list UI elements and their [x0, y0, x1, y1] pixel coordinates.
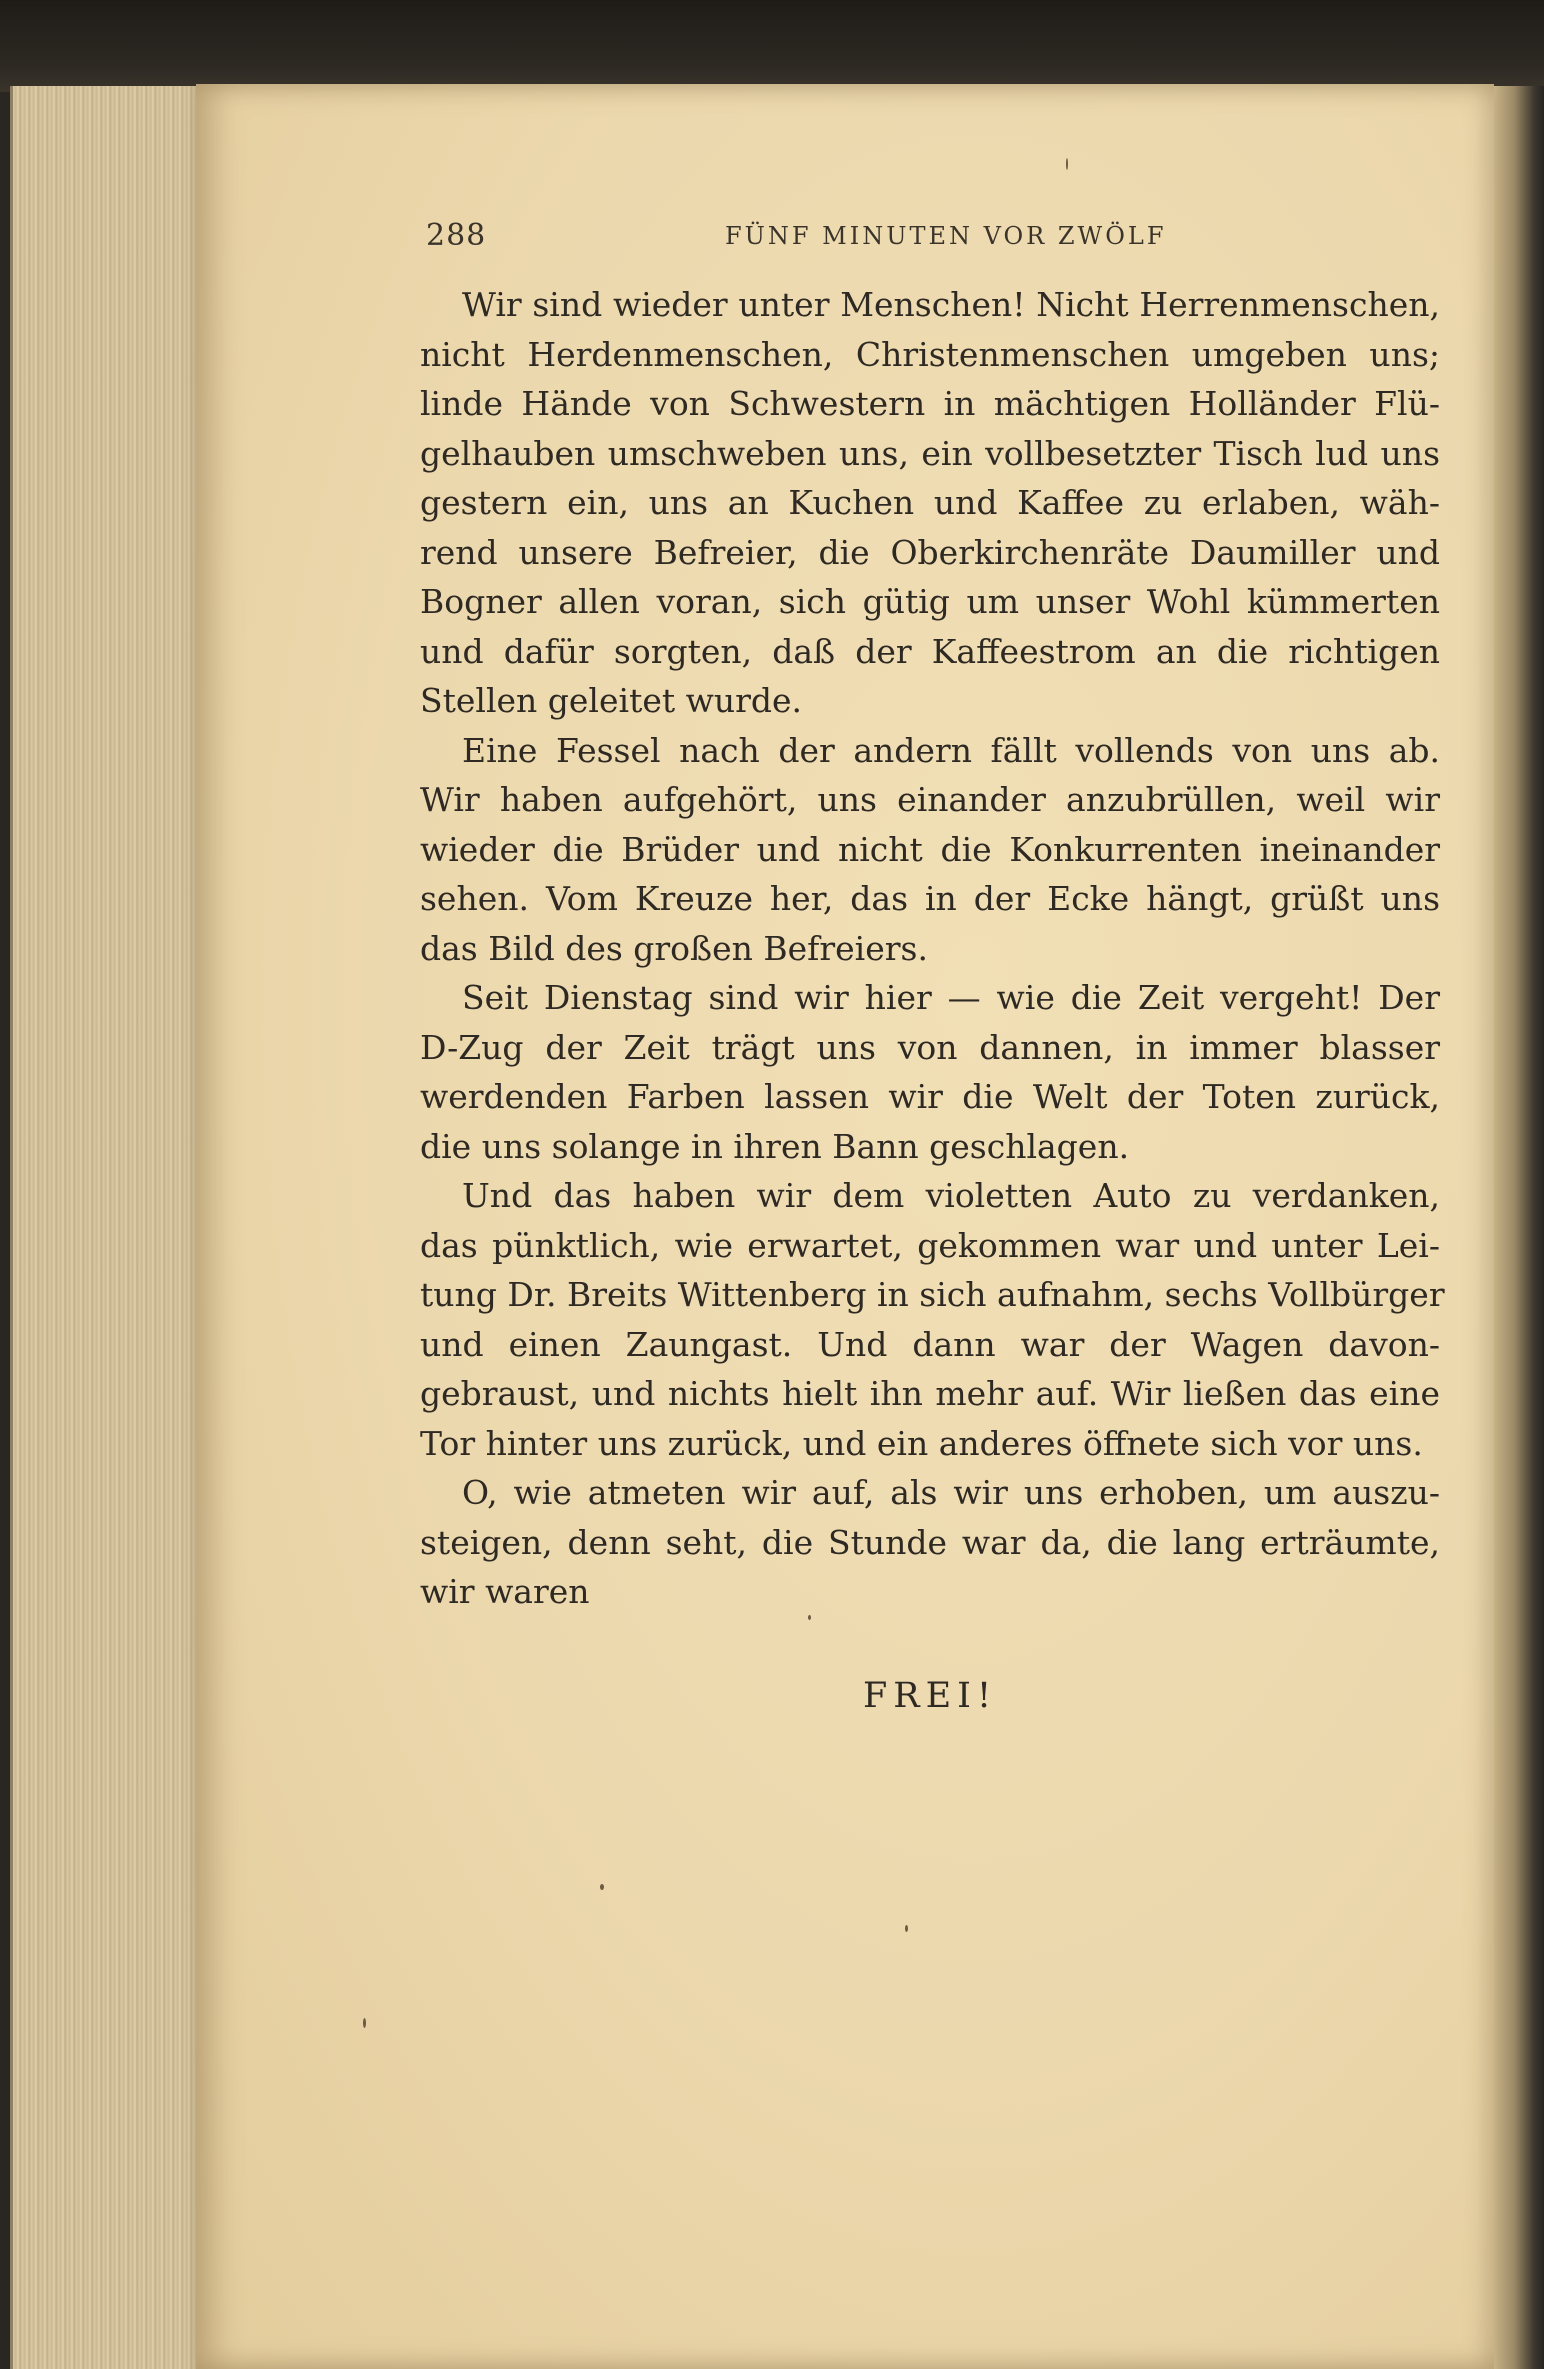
scanner-background — [0, 0, 1544, 92]
closing-word: FREI! — [862, 1676, 998, 1716]
text-line: und einen Zaungast. Und dann war der Wagen davon- — [420, 1324, 1440, 1364]
paper-speck — [1066, 158, 1068, 170]
text-line: sehen. Vom Kreuze her, das in der Ecke hängt, grüßt uns — [420, 879, 1440, 918]
text-line: das Bild des großen Befreiers. — [420, 928, 928, 968]
paragraph-2 — [420, 726, 1440, 974]
text-line: nicht Herdenmenschen, Christenmenschen umgeben uns; — [420, 334, 1440, 374]
paragraph-5 — [420, 1468, 1440, 1617]
paragraph-4 — [420, 1171, 1445, 1468]
stacked-page-edges — [10, 86, 213, 2369]
text-line: steigen, denn seht, die Stunde war da, die lang erträumte, — [420, 1522, 1440, 1562]
text-line: werdenden Farben lassen wir die Welt der Toten zurück, — [420, 1077, 1440, 1116]
text-line: und dafür sorgten, daß der Kaffeestrom an die richtigen — [420, 631, 1440, 671]
text-line: gestern ein, uns an Kuchen und Kaffee zu erlaben, wäh- — [420, 483, 1440, 522]
text-line: das pünktlich, wie erwartet, gekommen war und unter Lei- — [420, 1225, 1440, 1265]
text-line: Stellen geleitet wurde. — [420, 681, 803, 720]
paper-speck — [363, 2018, 366, 2028]
text-line: wieder die Brüder und nicht die Konkurrenten ineinander — [420, 829, 1440, 869]
text-line: Und das haben wir dem violetten Auto zu verdanken, — [462, 1176, 1440, 1215]
page-right-edge — [1494, 86, 1544, 2369]
page-number: 288 — [426, 218, 487, 253]
text-line: rend unsere Befreier, die Oberkirchenräte Daumiller und — [420, 532, 1440, 572]
text-line: Seit Dienstag sind wir hier — wie die Zeit vergeht! Der — [462, 978, 1440, 1017]
text-line: linde Hände von Schwestern in mächtigen Holländer Flü- — [420, 384, 1440, 423]
text-line: die uns solange in ihren Bann geschlagen. — [420, 1126, 1130, 1166]
body-text — [420, 280, 1445, 1617]
text-line: Eine Fessel nach der andern fällt vollends von uns ab. — [462, 730, 1440, 770]
text-line: gebraust, und nichts hielt ihn mehr auf. Wir ließen das eine — [420, 1374, 1440, 1413]
text-line: wir waren — [420, 1572, 590, 1611]
text-line: Bogner allen voran, sich gütig um unser Wohl kümmerten — [420, 582, 1440, 621]
paragraph-3 — [420, 973, 1440, 1171]
running-title: FÜNF MINUTEN VOR ZWÖLF — [725, 222, 1167, 250]
text-line: gelhauben umschweben uns, ein vollbesetzter Tisch lud uns — [420, 433, 1440, 473]
text-line: tung Dr. Breits Wittenberg in sich aufnahm, sechs Vollbürger — [420, 1275, 1445, 1314]
paper-speck — [808, 1615, 811, 1620]
text-line: O, wie atmeten wir auf, als wir uns erhoben, um auszu- — [462, 1473, 1440, 1512]
text-line: D-Zug der Zeit trägt uns von dannen, in immer blasser — [420, 1027, 1440, 1067]
text-line: Wir sind wieder unter Menschen! Nicht Herrenmenschen, — [462, 285, 1440, 324]
paper-speck — [600, 1884, 604, 1890]
paragraph-1 — [420, 280, 1440, 726]
paper-speck — [905, 1925, 908, 1932]
text-line: Tor hinter uns zurück, und ein anderes öffnete sich vor uns. — [420, 1423, 1423, 1463]
text-line: Wir haben aufgehört, uns einander anzubrüllen, weil wir — [420, 780, 1440, 819]
